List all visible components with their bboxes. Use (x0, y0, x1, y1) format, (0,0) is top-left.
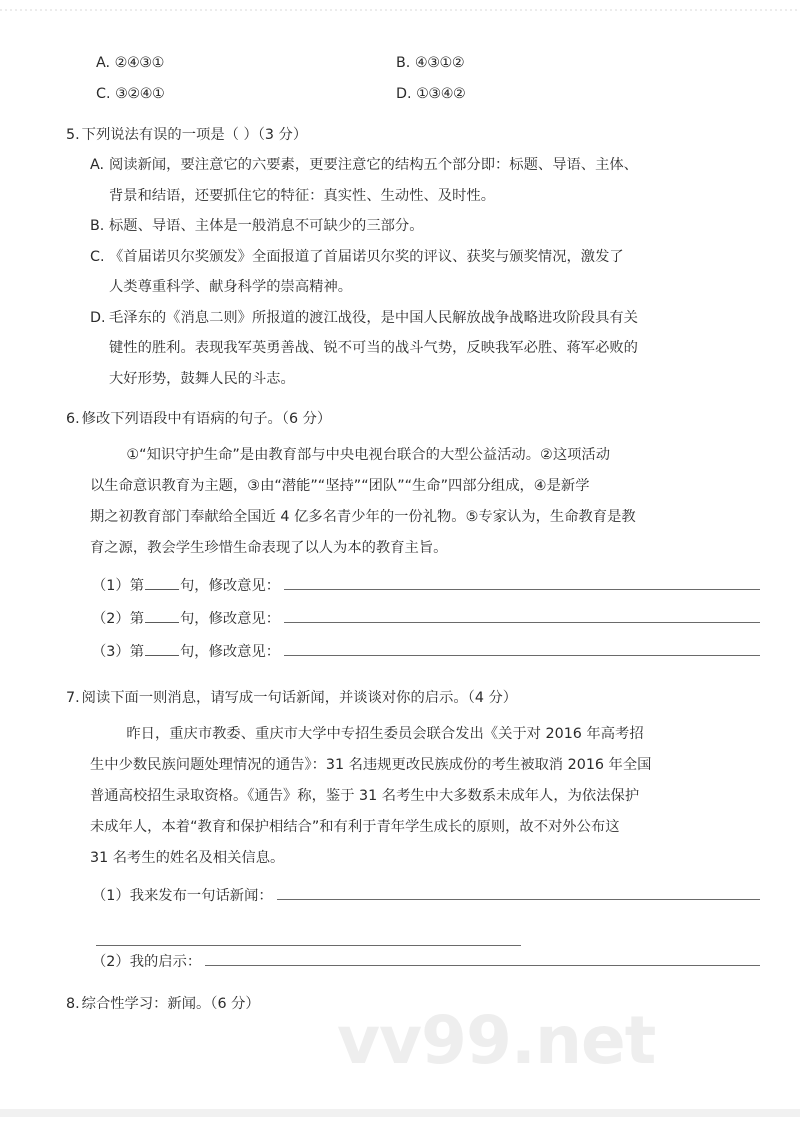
q7-answer-1-writing-line-2[interactable] (96, 933, 521, 946)
scan-edge-bottom (0, 1109, 800, 1117)
q7-answer-2-label: 我的启示： (129, 954, 202, 970)
q7-answer-1-label: 我来发布一句话新闻： (129, 888, 273, 904)
scan-edge-top (0, 9, 800, 11)
question-7-stem: 阅读下面一则消息，请写成一句话新闻，并谈谈对你的启示。（4 分） (81, 690, 518, 706)
q7-paragraph-line-2: 生中少数民族问题处理情况的通告》：31 名违规更改民族成份的考生被取消 2016 年全国 (90, 757, 652, 773)
question-5-choice-b (90, 211, 760, 242)
q4-option-c-label: C. (96, 86, 111, 102)
choice-c-label: C. (90, 248, 105, 265)
question-7-heading (66, 683, 760, 713)
q7-paragraph-line-1: 昨日，重庆市教委、重庆市大学中专招生委员会联合发出《关于对 2016 年高考招 (90, 726, 644, 742)
q6-answer-2-suffix: 句，修改意见： (180, 611, 281, 627)
q6-paragraph-line-1: ①“知识守护生命”是由教育部与中央电视台联合的大型公益活动。②这项活动 (90, 447, 611, 463)
q4-option-b-value: ④③①② (414, 55, 465, 71)
q6-answer-row-2 (92, 603, 760, 636)
q4-option-d-value: ①③④② (416, 86, 466, 102)
q4-option-d-label: D. (396, 86, 412, 102)
q4-option-d (396, 79, 760, 110)
question-5-heading (66, 120, 760, 150)
q7-answer-row-1 (92, 880, 760, 913)
choice-c-line-1: 《首届诺贝尔奖颁发》全面报道了首届诺贝尔奖的评议、获奖与颁奖情况，激发了 (109, 248, 624, 265)
q7-paragraph-line-3: 普通高校招生录取资格。《通告》称，鉴于 31 名考生中大多数系未成年人，为依法保护 (90, 788, 640, 804)
q7-paragraph-line-5: 31 名考生的姓名及相关信息。 (90, 850, 285, 866)
question-5-stem: 下列说法有误的一项是（ ）（3 分） (81, 127, 308, 143)
question-7-number: 7. (66, 690, 80, 706)
choice-a-line-1: 阅读新闻，要注意它的六要素，更要注意它的结构五个部分即：标题、导语、主体、 (109, 157, 638, 173)
q6-answer-1-suffix: 句，修改意见： (180, 578, 281, 594)
question-6-paragraph (90, 440, 760, 564)
page-content (0, 48, 800, 1019)
question-7-paragraph (90, 719, 760, 874)
question-5-choice-a (90, 150, 760, 211)
q6-answer-2-index: （2） (92, 611, 130, 627)
q6-answer-3-suffix: 句，修改意见： (180, 644, 281, 660)
question-5-choice-d (90, 303, 760, 395)
q6-answer-row-3 (92, 636, 760, 669)
choice-c-line-2: 人类尊重科学、献身科学的崇高精神。 (109, 279, 353, 295)
q6-answer-1-prefix: 第 (129, 578, 144, 594)
choice-b-text (109, 211, 760, 242)
scan-edge-bottom-white (0, 1125, 800, 1137)
q6-answer-3-sentence-blank[interactable] (145, 642, 179, 656)
q6-answer-3-writing-line[interactable] (284, 643, 760, 656)
question-5-choice-c (90, 242, 760, 303)
q4-option-b (396, 48, 760, 79)
site-watermark: vv99.net (337, 1002, 656, 1079)
q4-option-a (96, 48, 396, 79)
question-8-stem: 综合性学习：新闻。（6 分） (81, 996, 260, 1012)
question-6-stem: 修改下列语段中有语病的句子。（6 分） (81, 411, 332, 427)
question-6-heading (66, 404, 760, 434)
q6-answer-1-sentence-blank[interactable] (145, 576, 179, 590)
choice-d-line-2: 键性的胜利。表现我军英勇善战、锐不可当的战斗气势，反映我军必胜、蒋军必败的 (109, 340, 638, 356)
q4-option-a-label: A. (96, 55, 111, 71)
q7-answer-2-writing-line[interactable] (205, 953, 760, 966)
q4-options-grid (96, 48, 760, 110)
choice-c-text (109, 242, 760, 303)
q6-answer-1-writing-line[interactable] (284, 577, 760, 590)
choice-a-line-2: 背景和结语，还要抓住它的特征：真实性、生动性、及时性。 (109, 187, 496, 204)
q4-option-a-value: ②④③① (114, 55, 164, 71)
question-6-number: 6. (66, 411, 80, 427)
q4-option-c-value: ③②④① (115, 86, 165, 102)
q6-paragraph-line-3: 期之初教育部门奉献给全国近 4 亿多名青少年的一份礼物。⑤专家认为，生命教育是教 (90, 509, 636, 525)
choice-a-text (109, 150, 760, 211)
choice-d-label: D. (90, 309, 106, 326)
q7-answer-row-2 (92, 946, 760, 979)
choice-a-label: A. (90, 157, 105, 173)
q6-answer-row-1 (92, 570, 760, 603)
q4-option-b-label: B. (396, 55, 411, 71)
q6-answer-3-prefix: 第 (129, 644, 144, 660)
choice-d-text (109, 303, 760, 395)
choice-b-line-1: 标题、导语、主体是一般消息不可缺少的三部分。 (109, 218, 424, 234)
q7-answer-1-writing-line[interactable] (277, 887, 760, 900)
q7-paragraph-line-4: 未成年人，本着“教育和保护相结合”和有利于青年学生成长的原则，故不对外公布这 (90, 819, 620, 835)
q7-answer-1-index: （1） (92, 888, 130, 904)
q4-option-c (96, 79, 396, 110)
choice-d-line-3: 大好形势，鼓舞人民的斗志。 (109, 370, 295, 387)
q7-answer-2-index: （2） (92, 954, 130, 970)
q6-paragraph-line-4: 育之源，教会学生珍惜生命表现了以人为本的教育主旨。 (90, 540, 448, 556)
q6-answer-2-sentence-blank[interactable] (145, 609, 179, 623)
q6-paragraph-line-2: 以生命意识教育为主题，③由“潜能”“坚持”“团队”“生命”四部分组成，④是新学 (90, 478, 590, 494)
choice-d-line-1: 毛泽东的《消息二则》所报道的渡江战役，是中国人民解放战争战略进攻阶段具有关 (109, 309, 638, 326)
q6-answer-2-writing-line[interactable] (284, 610, 760, 623)
question-8-number: 8. (66, 996, 80, 1012)
q6-answer-3-index: （3） (92, 644, 130, 660)
q6-answer-1-index: （1） (92, 578, 130, 594)
q6-answer-2-prefix: 第 (129, 611, 144, 627)
question-5-number: 5. (66, 127, 80, 143)
q7-answer-1-writing-line-2-row (92, 913, 760, 946)
choice-b-label: B. (90, 218, 105, 234)
